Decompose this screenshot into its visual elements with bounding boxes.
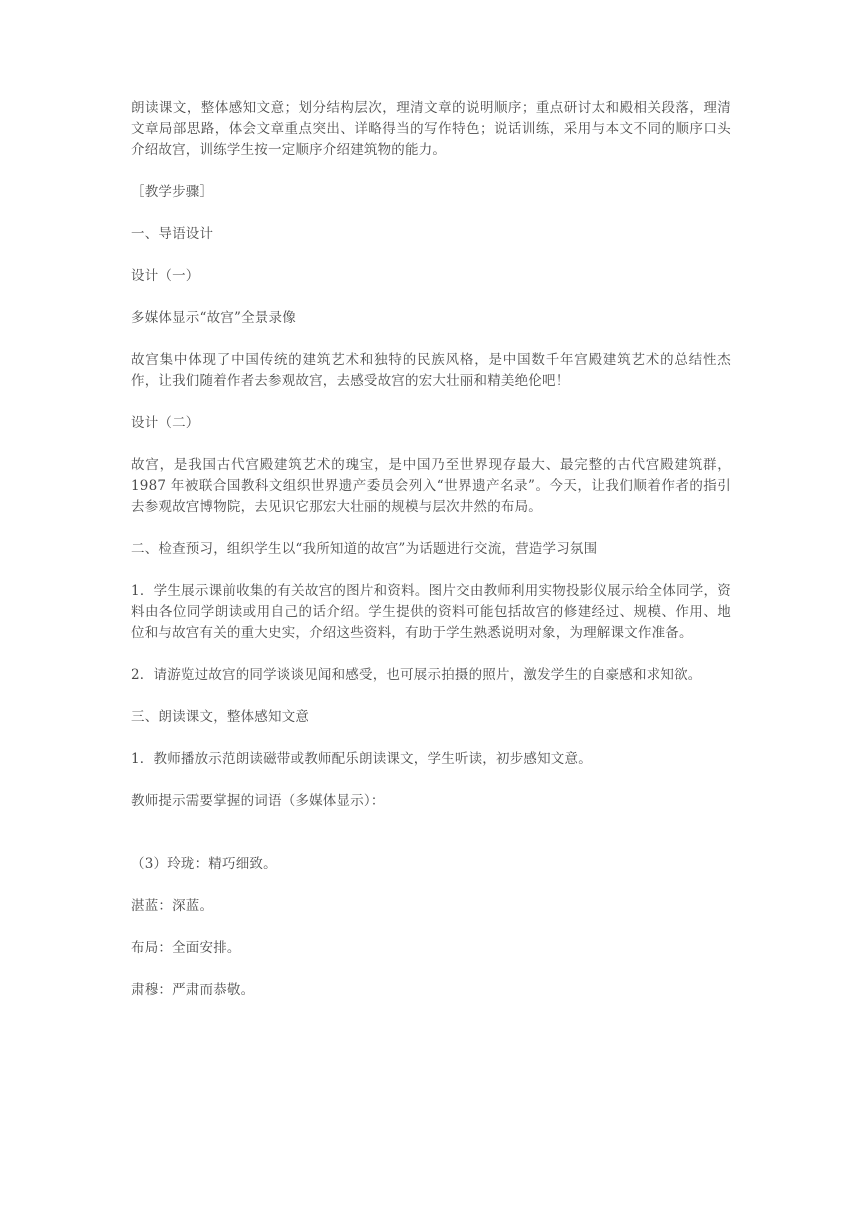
vocabulary-item-sumu: 肃穆：严肃而恭敬。 <box>131 982 255 998</box>
paragraph-item-1: 1．学生展示课前收集的有关故宫的图片和资料。图片交由教师利用实物投影仪展示给全体同学，资料由各位同学朗读或用自己的话介绍。学生提供的资料可能包括故宫的修建经过、规模、作用、地位和与故宫有关的重大史实，介绍这些资料，有助于学生熟悉说明对象，为理解课文作准备。 <box>131 583 731 641</box>
paragraph-design-1-text: 故宫集中体现了中国传统的建筑艺术和独特的民族风格，是中国数千年宫殿建筑艺术的总结性杰作，让我们随着作者去参观故宫，去感受故宫的宏大壮丽和精美绝伦吧！ <box>131 352 731 389</box>
document-page <box>131 98 731 1022</box>
heading-section-3: 三、朗读课文，整体感知文意 <box>131 709 310 725</box>
vocabulary-item-linglong: （3）玲珑：精巧细致。 <box>131 856 277 872</box>
paragraph-vocabulary-intro: 教师提示需要掌握的词语（多媒体显示）： <box>131 793 385 809</box>
heading-section-2: 二、检查预习，组织学生以“我所知道的故宫”为话题进行交流，营造学习氛围 <box>131 541 598 557</box>
heading-section-1: 一、导语设计 <box>131 226 214 242</box>
blank-gap <box>131 833 731 854</box>
paragraph-design-2-text: 故宫，是我国古代宫殿建筑艺术的瑰宝，是中国乃至世界现存最大、最完整的古代宫殿建筑群，1987 年被联合国教科文组织世界遗产委员会列入“世界遗产名录”。今天，让我们顺着作者的指引去参观故宫博物院，去见识它那宏大壮丽的规模与层次井然的布局。 <box>131 457 731 515</box>
paragraph-multimedia: 多媒体显示“故宫”全景录像 <box>131 310 296 326</box>
heading-teaching-steps: ［教学步骤］ <box>131 184 214 200</box>
heading-design-1: 设计（一） <box>131 268 200 284</box>
paragraph-item-2: 2．请游览过故宫的同学谈谈见闻和感受，也可展示拍摄的照片，激发学生的自豪感和求知欲。 <box>131 667 702 683</box>
vocabulary-item-buju: 布局：全面安排。 <box>131 940 241 956</box>
heading-design-2: 设计（二） <box>131 415 200 431</box>
vocabulary-item-zhanlan: 湛蓝：深蓝。 <box>131 898 214 914</box>
paragraph-objectives: 朗读课文，整体感知文意；划分结构层次，理清文章的说明顺序；重点研讨太和殿相关段落，理清文章局部思路，体会文章重点突出、详略得当的写作特色；说话训练，采用与本文不同的顺序口头介绍故宫，训练学生按一定顺序介绍建筑物的能力。 <box>131 100 731 158</box>
paragraph-reading-item-1: 1．教师播放示范朗读磁带或教师配乐朗读课文，学生听读，初步感知文意。 <box>131 751 592 767</box>
